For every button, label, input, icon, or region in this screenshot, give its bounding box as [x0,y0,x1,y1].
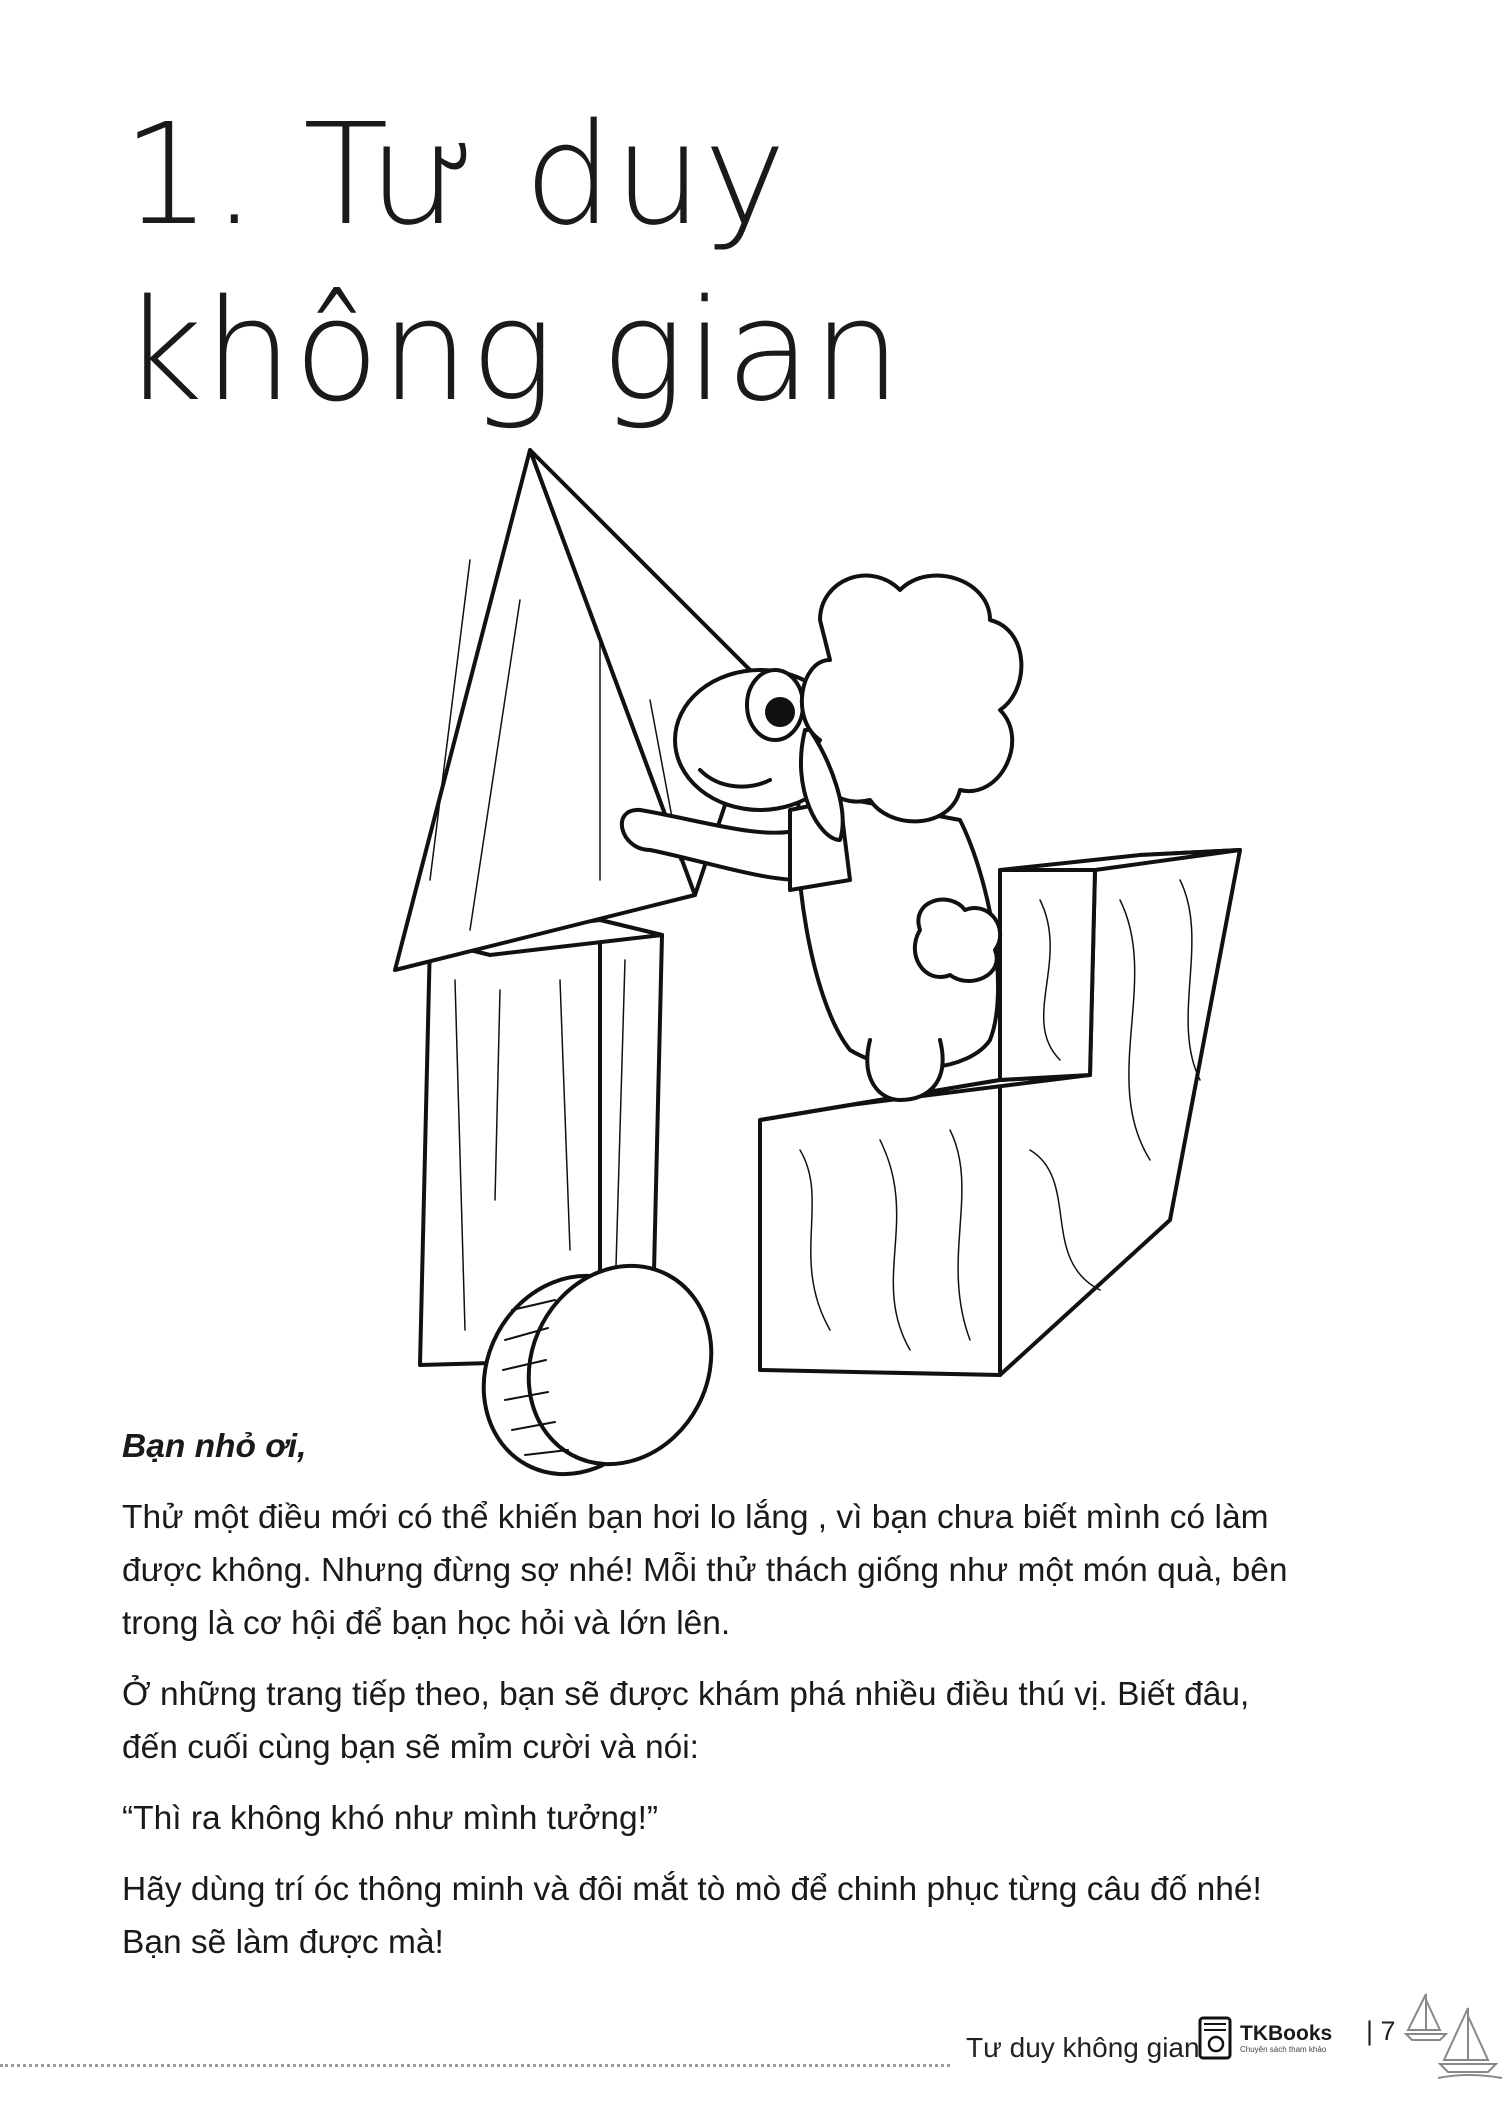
brand [1198,2016,1332,2060]
brand-tagline: Chuyên sách tham khảo [1240,2044,1327,2054]
title-line-1: 1. Tư duy [122,94,788,257]
body-text [122,1420,1412,1987]
brand-name: TKBooks [1240,2021,1333,2045]
paragraph-1-line-1: Thử một điều mới có thể khiến bạn hơi lo lắng , vì bạn chưa biết mình có làm [122,1499,1269,1536]
dotted-divider [0,2064,950,2067]
footer-section-title: Tư duy không gian [966,2032,1200,2063]
page-number: | 7 [1366,2016,1396,2046]
paragraph-1-line-2: được không. Nhưng đừng sợ nhé! Mỗi thử thách giống như một món quà, bên [122,1552,1288,1589]
book-logo-icon [1198,2016,1236,2060]
paragraph-1 [122,1491,1412,1650]
page-title [122,88,902,440]
paragraph-3 [122,1863,1412,1969]
paragraph-1-line-3: trong là cơ hội để bạn học hỏi và lớn lên. [122,1605,731,1642]
greeting: Bạn nhỏ ơi, [122,1428,307,1465]
sheep-building-blocks-icon [380,440,1300,1485]
quote: “Thì ra không khó như mình tưởng!” [122,1800,659,1837]
paragraph-2 [122,1668,1412,1774]
sailboat-icon [1398,1986,1508,2082]
paragraph-3-line-2: Bạn sẽ làm được mà! [122,1924,444,1961]
paragraph-2-line-2: đến cuối cùng bạn sẽ mỉm cười và nói: [122,1729,699,1766]
paragraph-3-line-1: Hãy dùng trí óc thông minh và đôi mắt tò mò để chinh phục từng câu đố nhé! [122,1871,1262,1908]
page-footer [0,2010,1512,2080]
title-line-2: không gian [122,270,903,433]
paragraph-2-line-1: Ở những trang tiếp theo, bạn sẽ được khám phá nhiều điều thú vị. Biết đâu, [122,1676,1250,1713]
